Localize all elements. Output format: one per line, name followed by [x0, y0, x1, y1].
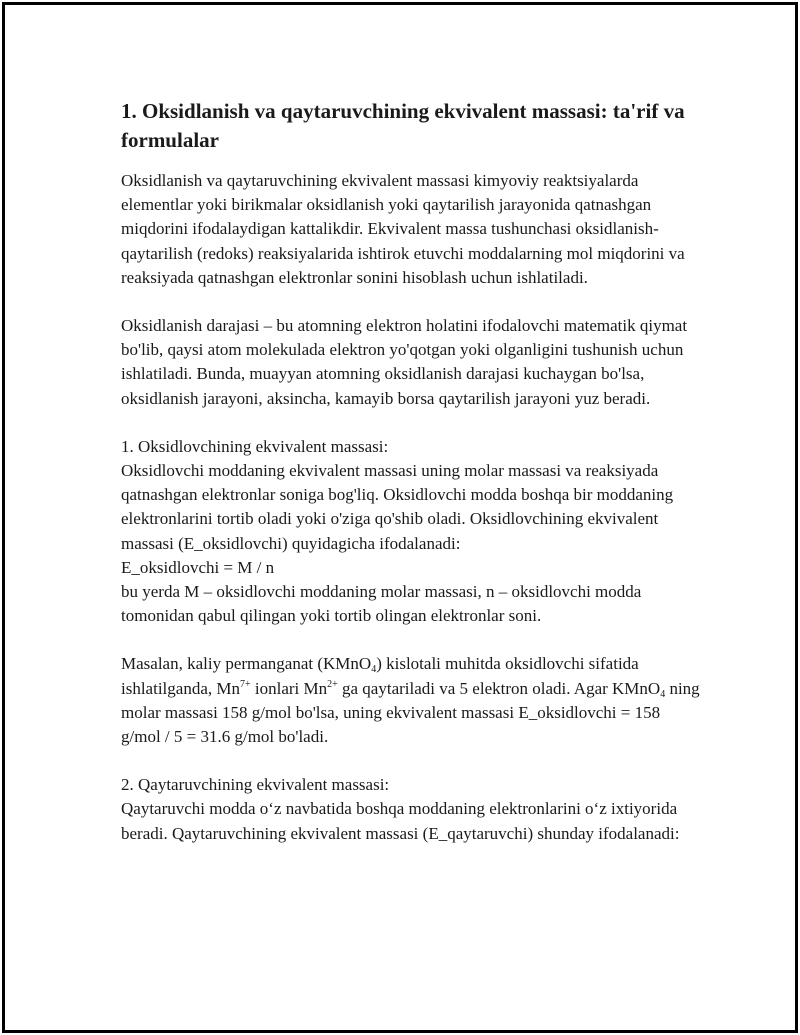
page-frame: [2, 2, 798, 1033]
oxidizer-formula-explanation: bu yerda M – oksidlovchi moddaning molar massasi, n – oksidlovchi modda tomonidan qabul qilingan yoki tortib olingan elektronlar soni.: [121, 582, 642, 626]
example-subscript-1: 4: [371, 664, 377, 676]
example-superscript-2: 2+: [327, 678, 338, 690]
document-heading: 1. Oksidlanish va qaytaruvchining ekvivalent massasi: ta'rif va formulalar: [121, 99, 685, 152]
document-body: [121, 97, 701, 870]
example-text-3: ionlari Mn: [250, 678, 328, 698]
reducer-section-title: 2. Qaytaruvchining ekvivalent massasi:: [121, 775, 390, 795]
example-superscript-1: 7+: [239, 678, 251, 690]
oxidizer-section-text: Oksidlovchi moddaning ekvivalent massasi uning molar massasi va reaksiyada qatnashgan elektronlar soniga bog'liq. Oksidlovchi modda boshqa bir moddaning elektronlarini tortib oladi yoki o'ziga qo'shib oladi. Oksidlovchining ekvivalent massasi (E_oksidlovchi) quyidagicha ifodalanadi:: [121, 461, 674, 553]
example-text-4: ga qaytariladi va 5 elektron oladi. Agar KMnO: [337, 678, 661, 698]
example-text-2: ) kislotali muhitda oksidlovchi sifatida ishlatilganda, Mn: [121, 654, 639, 698]
oxidation-state-paragraph: Oksidlanish darajasi – bu atomning elektron holatini ifodalovchi matematik qiymat bo'lib, qaysi atom molekulada elektron yo'qotgan yoki olganligini tushunish uchun ishlatiladi. Bunda, muayyan atomning oksidlanish darajasi kuchaygan bo'lsa, oksidlanish jarayoni, aksincha, kamayib borsa qaytarilish jarayoni yuz beradi.: [121, 316, 688, 408]
intro-paragraph: Oksidlanish va qaytaruvchining ekvivalent massasi kimyoviy reaktsiyalarda elementlar yoki birikmalar oksidlanish yoki qaytarilish jarayonida qatnashgan miqdorini ifodalaydigan kattalikdir. Ekvivalent massa tushunchasi oksidlanish-qaytarilish (redoks) reaksiyalarida ishtirok etuvchi moddalarning mol miqdorini va reaksiyada qatnashgan elektronlar sonini hisoblash uchun ishlatiladi.: [121, 171, 685, 287]
oxidizer-formula: E_oksidlovchi = M / n: [121, 557, 275, 577]
oxidizer-section: [121, 435, 701, 629]
example-text-5: ning molar massasi 158 g/mol bo'lsa, uning ekvivalent massasi E_oksidlovchi = 158 g/mol / 5 = 31.6 g/mol bo'ladi.: [121, 678, 700, 747]
oxidizer-section-title: 1. Oksidlovchining ekvivalent massasi:: [121, 436, 389, 456]
example-paragraph: [121, 652, 701, 749]
reducer-section-text: Qaytaruvchi modda o‘z navbatida boshqa moddaning elektronlarini o‘z ixtiyorida beradi. Qaytaruvchining ekvivalent massasi (E_qaytaruvchi) shunday ifodalanadi:: [121, 799, 680, 843]
example-text-1: Masalan, kaliy permanganat (KMnO: [121, 654, 372, 674]
reducer-section: [121, 773, 701, 846]
example-subscript-2: 4: [660, 688, 666, 700]
